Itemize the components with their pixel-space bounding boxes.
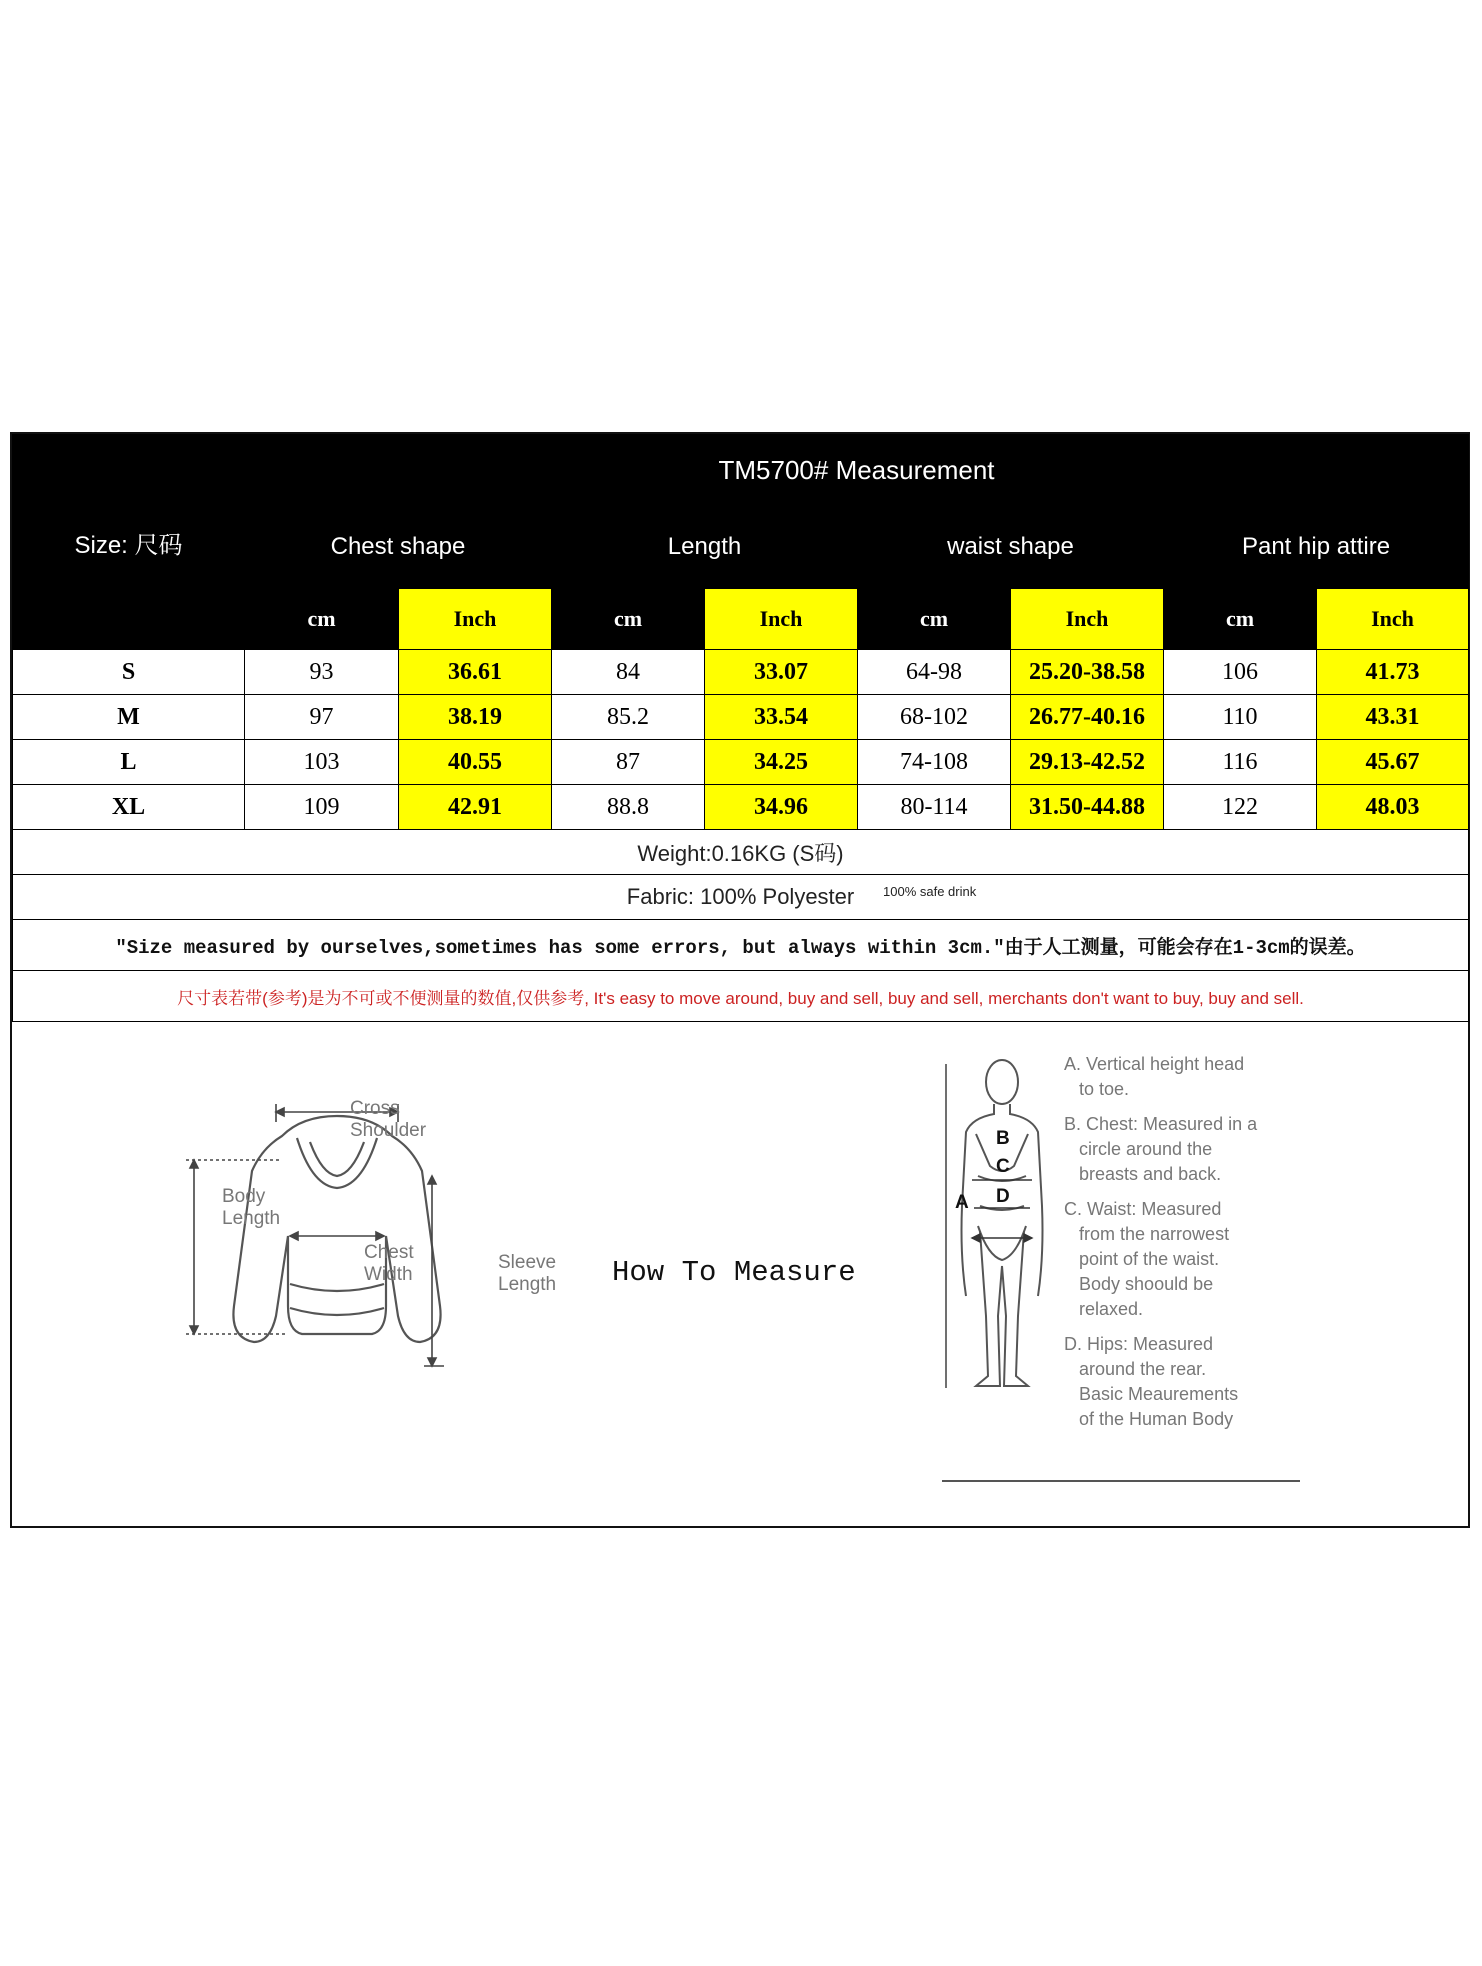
size-label: M [13, 695, 245, 740]
hip-cm: 116 [1164, 740, 1317, 785]
waist-cm: 80-114 [858, 785, 1011, 830]
hip-inch: 48.03 [1317, 785, 1469, 830]
chest-width-label: Chest Width [364, 1242, 414, 1285]
group-length: Length [552, 506, 858, 589]
waist-inch: 29.13-42.52 [1011, 740, 1164, 785]
length-inch: 33.07 [705, 650, 858, 695]
size-label: S [13, 650, 245, 695]
body-length-label: Body Length [222, 1186, 281, 1229]
size-table [12, 434, 1469, 1022]
chest-inch: 36.61 [399, 650, 552, 695]
length-cm: 88.8 [552, 785, 705, 830]
length-cm: 87 [552, 740, 705, 785]
body-letter-b: B [996, 1128, 1010, 1149]
cross-shoulder-label: Cross Shoulder [350, 1098, 427, 1141]
waist-cm: 64-98 [858, 650, 1011, 695]
note-a: A. Vertical height head to toe. [1064, 1054, 1245, 1099]
waist-inch: 31.50-44.88 [1011, 785, 1164, 830]
unit-inch: Inch [399, 589, 552, 650]
unit-inch: Inch [1317, 589, 1469, 650]
body-figure-diagram [932, 1056, 1072, 1396]
chest-cm: 93 [245, 650, 399, 695]
how-to-measure-section [12, 1016, 1468, 1526]
note-c: C. Waist: Measured from the narrowest point of the waist. Body shoould be relaxed. [1064, 1199, 1230, 1319]
group-hip: Pant hip attire [1164, 506, 1469, 589]
chest-cm: 97 [245, 695, 399, 740]
unit-inch: Inch [1011, 589, 1164, 650]
chest-inch: 42.91 [399, 785, 552, 830]
waist-cm: 74-108 [858, 740, 1011, 785]
fabric-note: 100% safe drink [883, 884, 977, 899]
waist-inch: 25.20-38.58 [1011, 650, 1164, 695]
reference-note: 尺寸表若带(参考)是为不可或不便测量的数值,仅供参考, It's easy to move around, buy and sell, buy and sell, merchants don't want to buy, buy and sell. [13, 971, 1469, 1022]
length-cm: 84 [552, 650, 705, 695]
weight-info: Weight:0.16KG (S码) [13, 830, 1469, 875]
unit-cm: cm [245, 589, 399, 650]
how-to-measure-title: How To Measure [612, 1256, 856, 1289]
size-header: Size: 尺码 [13, 435, 245, 650]
fabric-row [13, 875, 1469, 920]
group-waist: waist shape [858, 506, 1164, 589]
unit-inch: Inch [705, 589, 858, 650]
length-inch: 34.96 [705, 785, 858, 830]
table-row [13, 785, 1469, 830]
table-row [13, 695, 1469, 740]
hip-cm: 106 [1164, 650, 1317, 695]
sweater-diagram [172, 1076, 472, 1396]
group-chest: Chest shape [245, 506, 552, 589]
length-cm: 85.2 [552, 695, 705, 740]
hip-inch: 45.67 [1317, 740, 1469, 785]
fabric-info: Fabric: 100% Polyester [626, 884, 855, 909]
chest-inch: 38.19 [399, 695, 552, 740]
length-inch: 33.54 [705, 695, 858, 740]
hip-cm: 110 [1164, 695, 1317, 740]
waist-cm: 68-102 [858, 695, 1011, 740]
measurement-error-note: "Size measured by ourselves,sometimes has some errors, but always within 3cm."由于人工测量，可能会存在1-3cm的误差。 [13, 920, 1469, 971]
unit-cm: cm [858, 589, 1011, 650]
note-b: B. Chest: Measured in a circle around the breasts and back. [1064, 1114, 1258, 1184]
size-label: L [13, 740, 245, 785]
body-letter-c: C [996, 1156, 1010, 1177]
hip-cm: 122 [1164, 785, 1317, 830]
chest-cm: 103 [245, 740, 399, 785]
note-d: D. Hips: Measured around the rear. Basic Meaurements of the Human Body [1064, 1334, 1239, 1429]
waist-inch: 26.77-40.16 [1011, 695, 1164, 740]
notes-underline [942, 1480, 1300, 1482]
sleeve-length-label: Sleeve Length [498, 1252, 557, 1295]
table-row [13, 650, 1469, 695]
size-chart [10, 432, 1470, 1528]
body-letter-a: A [955, 1192, 969, 1213]
table-row [13, 740, 1469, 785]
length-inch: 34.25 [705, 740, 858, 785]
body-measurement-notes [1064, 1052, 1294, 1442]
hip-inch: 41.73 [1317, 650, 1469, 695]
body-letter-d: D [996, 1186, 1010, 1207]
unit-cm: cm [552, 589, 705, 650]
unit-cm: cm [1164, 589, 1317, 650]
chest-inch: 40.55 [399, 740, 552, 785]
table-title: TM5700# Measurement [245, 435, 1469, 506]
chest-cm: 109 [245, 785, 399, 830]
hip-inch: 43.31 [1317, 695, 1469, 740]
size-label: XL [13, 785, 245, 830]
